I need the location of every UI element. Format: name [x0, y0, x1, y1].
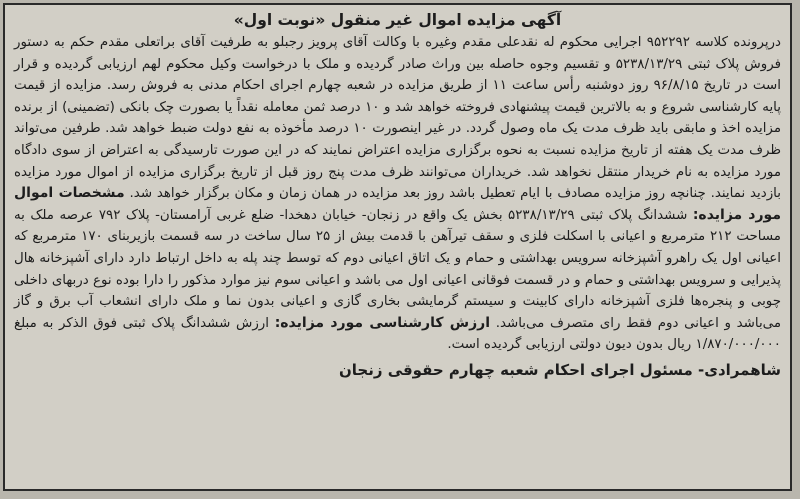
property-specs-text: ششدانگ پلاک ثبتی ۵۲۳۸/۱۳/۲۹ بخش یک واقع در زنجان- خیابان دهخدا- ضلع غربی آرامستان- پلاک ۷۹۲ عرصه ملک به مساحت ۲۱۲ مترمربع و اعیانی با اسکلت فلزی و سقف تیرآهن با قدمت بیش از ۲۵ سال ساخت در سه قسمت بازیربنای ۱۷۰ مترمربع که اعیانی اول یک راهرو آشپزخانه سرویس بهداشتی و حمام و یک اتاق اعیانی دوم که توسط چند پله به داخل ارتباط دارد دارای آشپزخانه هال پذیرایی و سرویس بهداشتی و حمام و در قسمت فوقانی اعیانی اول می باشد و اعیانی سوم نیز موارد مذکور را دارا بوده نوع دربهای داخلی چوبی و پنجره‌ها فلزی آشپزخانه دارای کابینت و سیستم گرمایشی بخاری گازی و اعیانی بدون نما و ملک دارای انشعاب آب برق و گاز می‌باشد و اعیانی دوم فقط رای متصرف می‌باشد. — [14, 207, 782, 331]
notice-title: آگهی مزایده اموال غیر منقول «نوبت اول» — [233, 11, 562, 29]
auction-notice — [3, 3, 792, 491]
signature-line: شاهمرادی- مسئول اجرای احکام شعبه چهارم حقوقی زنجان — [338, 360, 781, 379]
intro-paragraph: درپرونده کلاسه ۹۵۲۲۹۲ اجرایی محکوم له نقدعلی مقدم وغیره با وکالت آقای پرویز رجبلو به طرفیت آقای براتعلی مقدم حکم به دستور فروش پلاک ثبتی ۵۲۳۸/۱۳/۲۹ و تقسیم وجوه حاصله بین وراث صادر گردیده و ملک با درخواست وکیل محکوم لهم ارزیابی گردیده و قرار است در تاریخ ۹۶/۸/۱۵ روز دوشنبه رأس ساعت ۱۱ از طریق مزایده در شعبه چهارم اجرای احکام مدنی به فروش رسد. مزایده از قیمت پایه کارشناسی شروع و به بالاترین قیمت پیشنهادی فروخته خواهد شد و ۱۰ درصد ثمن معامله نقداً یا بصورت چک بانکی (تضمینی) از برنده مزایده اخذ و مابقی باید ظرف مدت یک ماه وصول گردد. در غیر اینصورت ۱۰ درصد مأخوذه به نفع دولت ضبط خواهد شد. طرفین می‌تواند ظرف مدت یک هفته از تاریخ مزایده نسبت به نحوه برگزاری مزایده اعتراض نمایند که در این صورت تارسیدگی به اعتراض از سوی دادگاه مورد مزایده به نام خریدار منتقل نخواهد شد. خریداران می‌توانند ظرف مدت پنج روز قبل از تاریخ برگزاری مزایده از اموال مورد مزایده بازدید نمایند. چنانچه روز مزایده مصادف با ایام تعطیل باشد روز بعد مزایده در همان زمان و مکان برگزار خواهد شد. — [14, 35, 782, 202]
appraisal-heading: ارزش کارشناسی مورد مزایده: — [274, 314, 491, 331]
property-specs-heading: مشخصات اموال مورد مزایده: — [14, 185, 781, 223]
appraisal-text: ارزش ششدانگ پلاک ثبتی فوق الذکر به مبلغ ۱/۸۷۰/۰۰۰/۰۰۰ ریال بدون دیون دولتی ارزیابی گردیده است. — [14, 315, 781, 353]
notice-body — [14, 32, 781, 356]
